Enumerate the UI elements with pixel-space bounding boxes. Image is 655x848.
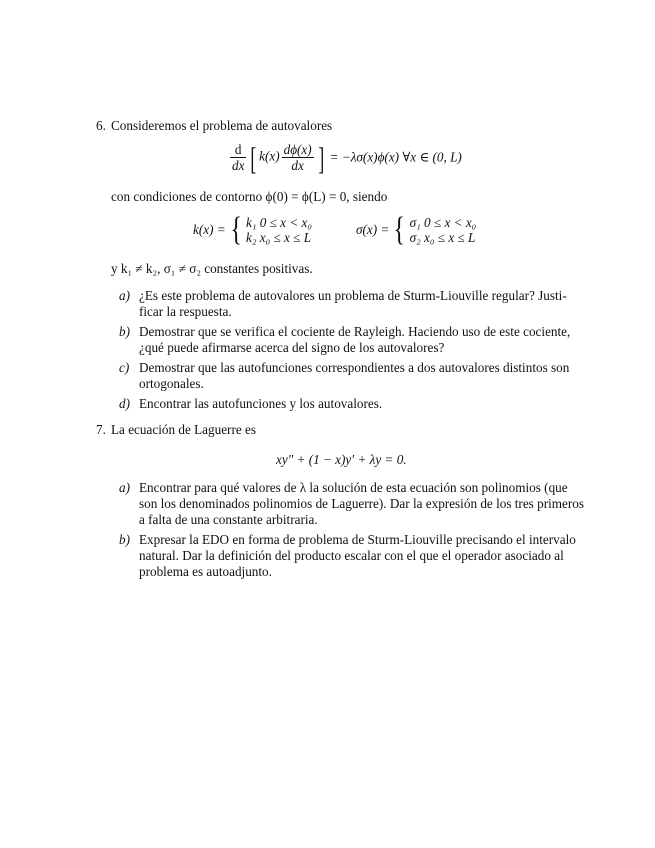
derivative-operator: $\frac{d}{dx}$ (232, 142, 245, 173)
laguerre-equation: xy″ + (1 − x)y′ + λy = 0. (276, 452, 407, 467)
k-function: k(x) (259, 148, 280, 164)
k-case-1: k₁ 0 ≤ x < x₀ (246, 215, 312, 230)
boundary-conditions-text: con condiciones de contorno ϕ(0) = ϕ(L) = 0, siendo (111, 189, 388, 204)
problem-intro: La ecuación de Laguerre es (111, 422, 256, 437)
problem-number: 6. (96, 118, 106, 133)
constants-text: y k₁ ≠ k₂, σ₁ ≠ σ₂ constantes positivas. (111, 261, 313, 276)
sigma-piecewise: σ(x) = { σ₁ 0 ≤ x < x₀ σ₂ x₀ ≤ x ≤ L (356, 211, 477, 248)
left-brace: { (230, 211, 242, 248)
right-bracket: ] (318, 139, 324, 176)
sigma-case-1: σ₁ 0 ≤ x < x₀ (409, 215, 477, 230)
sigma-case-2: σ₂ x₀ ≤ x ≤ L (409, 230, 476, 245)
document-page: 6. Consideremos el problema de autovalores $\frac{d}{dx}$ [ k(x) $\frac{d\phi(x)}{dx}$ ] = −λσ(x)ϕ(x) ∀x ∈ (0, L) con condiciones de contorno ϕ(0) = ϕ(L) = 0, siendo k(x) = { k₁ 0 ≤ x < x₀ k₂ x₀ ≤ x ≤ L σ(x) = { σ₁ 0 ≤ x < x₀ σ₂ x₀ ≤ x ≤ L y k₁ ≠ k₂, σ₁ ≠ σ₂ constantes positivas. a) ¿Es este problema de autovalores un problema de Sturm-Liouville regular? Justi- ficar la respuesta. b) Demostrar que se verifica el cociente de Rayleigh. Haciendo uso de este cociente, ¿qué puede afirmarse acerca del signo de los autovalores? c) Demostrar que las autofunciones correspondientes a dos autovalores distintos son ortogonales. d) Encontrar las autofunciones y los autovalores. 7. La ecuación de Laguerre es xy″ + (1 − x)y′ + λy = 0. a) Encontrar para qué valores de λ la solución de esta ecuación son polinomios (que son los denominados polinomios de Laguerre). Dar la expresión de los tres primeros a falta de una constante arbitraria. b) Expresar la EDO en forma de problema de Sturm-Liouville precisando el intervalo natural. Dar la definición del producto escalar con el que el operador asociado al problema es autoadjunto. (96, 118, 584, 579)
equation-rhs: = −λσ(x)ϕ(x) ∀x ∈ (0, L) (329, 149, 462, 165)
problem-intro: Consideremos el problema de autovalores (111, 118, 333, 133)
k-piecewise: k(x) = { k₁ 0 ≤ x < x₀ k₂ x₀ ≤ x ≤ L (193, 211, 312, 248)
k-case-2: k₂ x₀ ≤ x ≤ L (246, 230, 312, 245)
left-bracket: [ (250, 139, 257, 176)
left-brace: { (393, 211, 406, 248)
phi-derivative: $\frac{d\phi(x)}{dx}$ (283, 142, 312, 173)
problem-number: 7. (96, 422, 106, 437)
eigenvalue-equation (228, 139, 462, 176)
